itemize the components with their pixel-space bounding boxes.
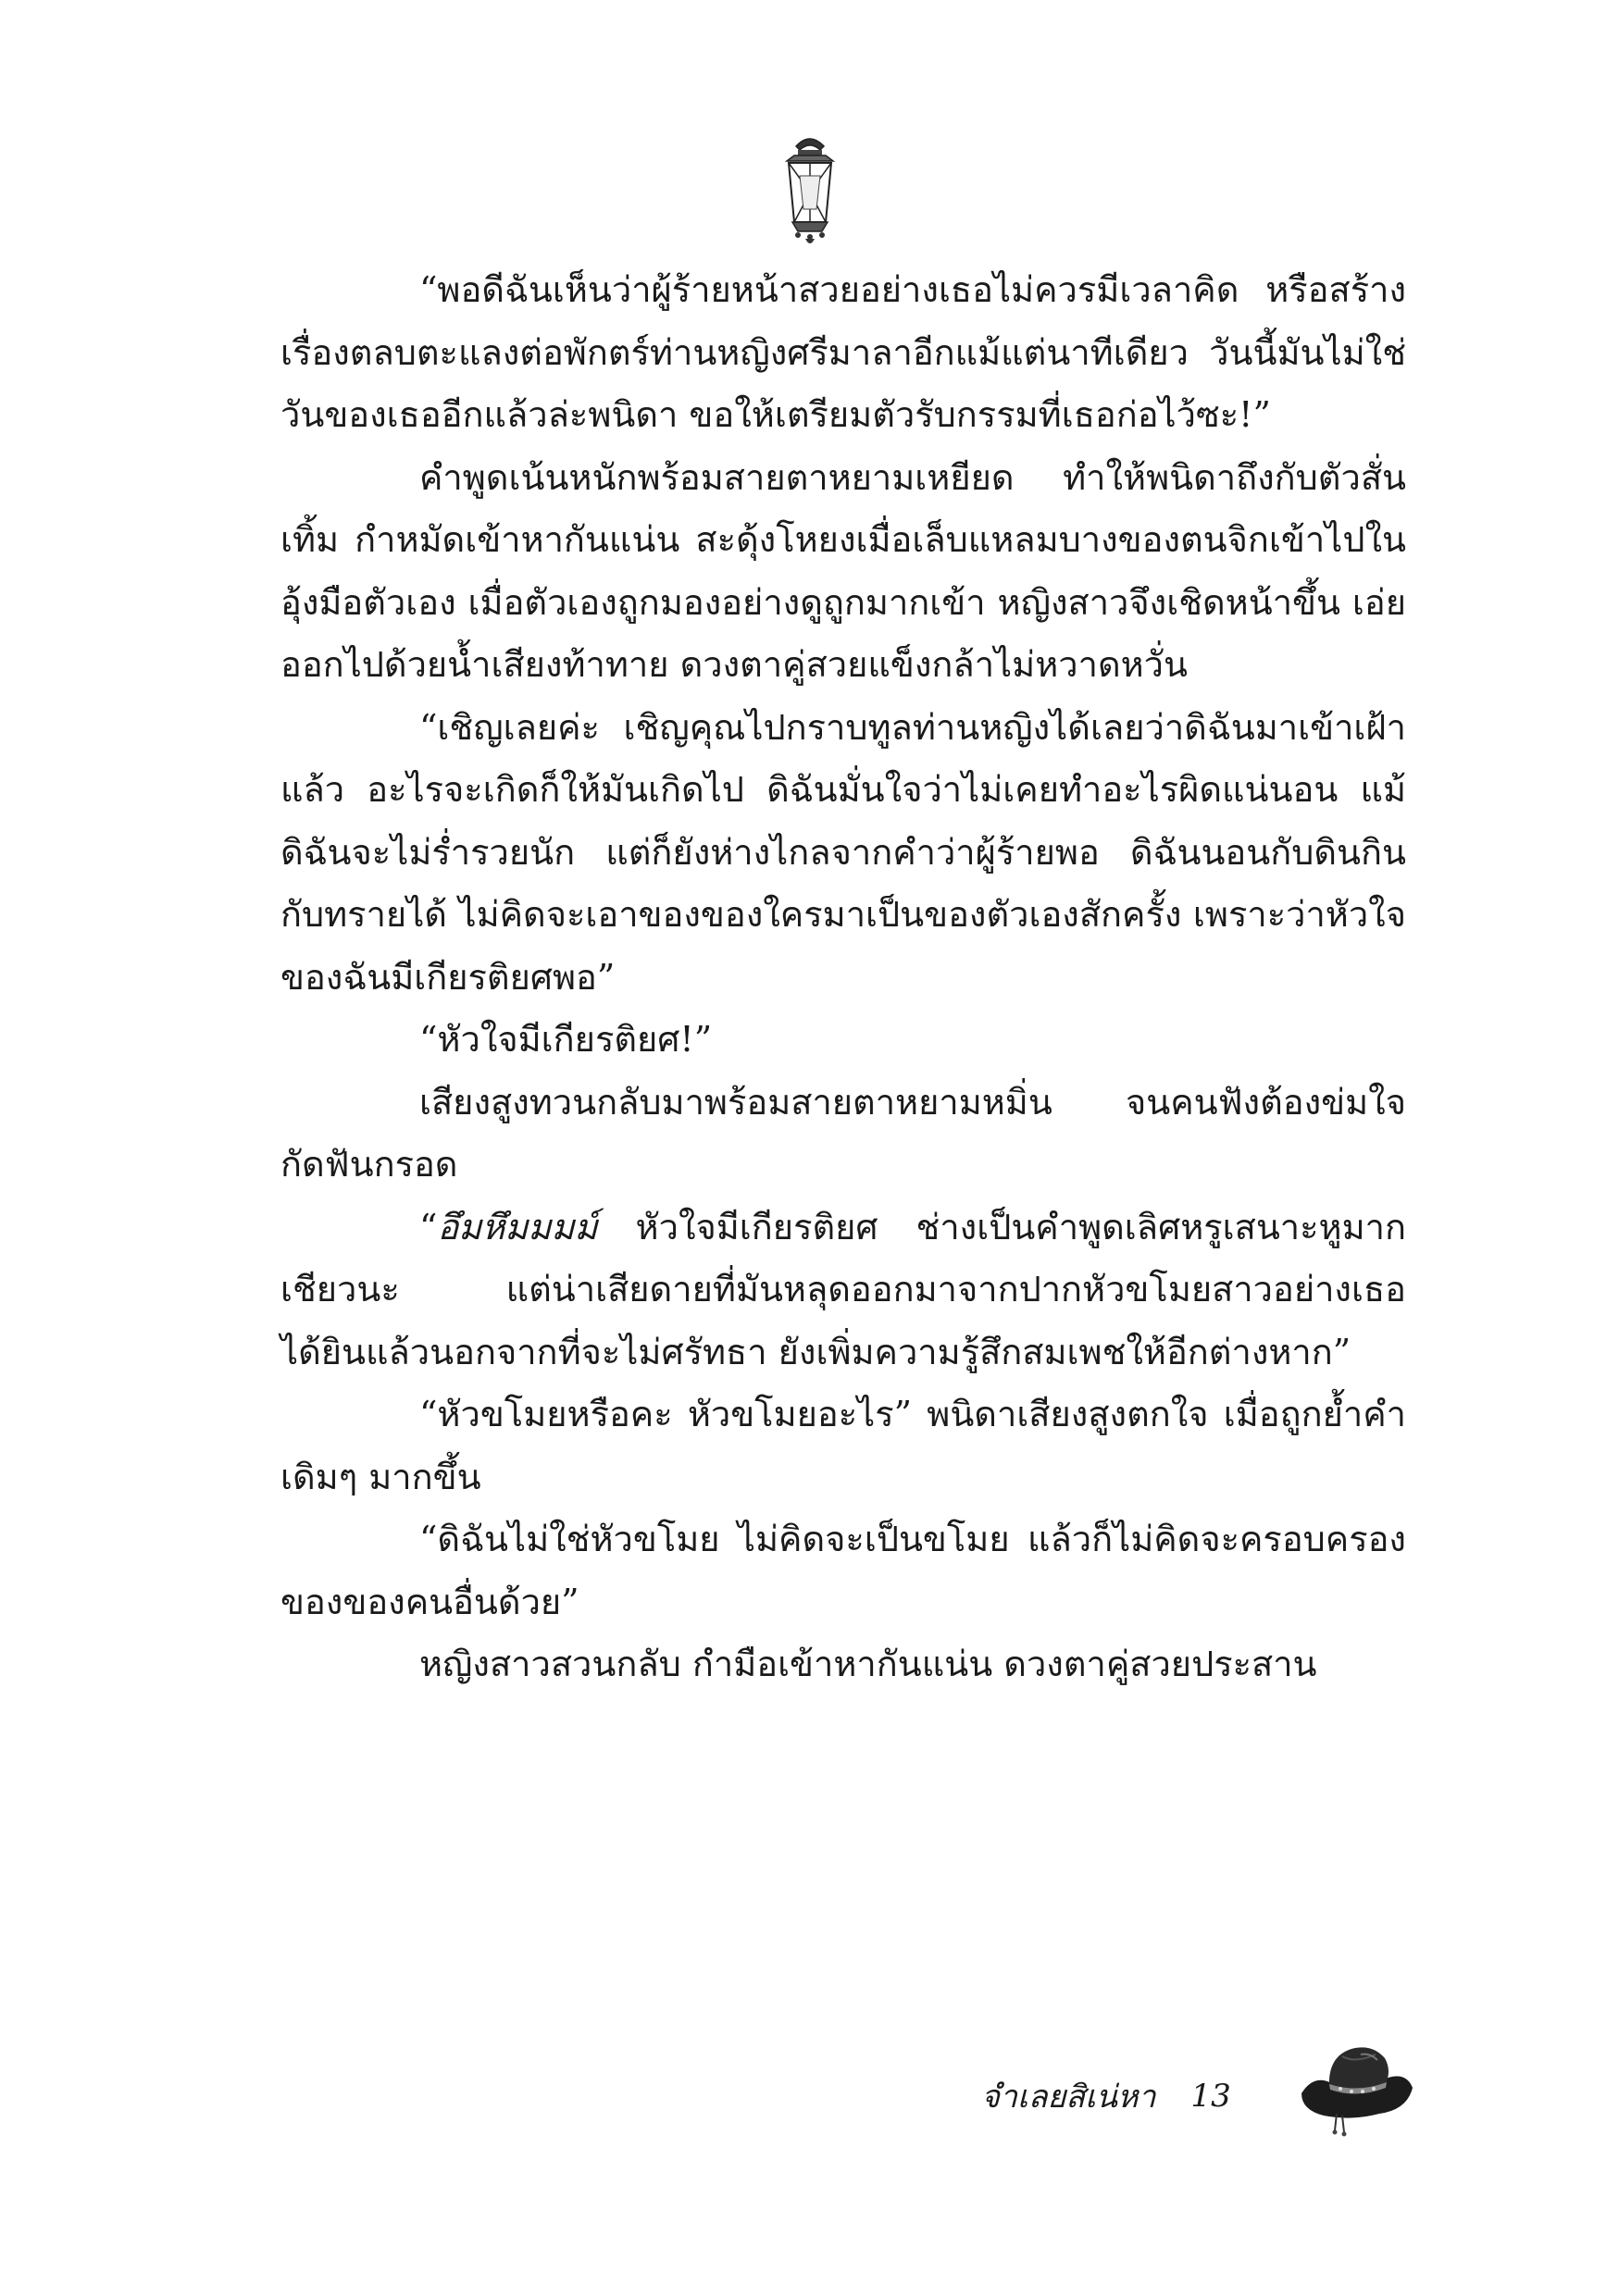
cowboy-hat-icon (1296, 2036, 1416, 2138)
open-quote: “ (419, 1206, 438, 1247)
paragraph (280, 1197, 1406, 1384)
paragraph: หญิงสาวสวนกลับ กำมือเข้าหากันแน่น ดวงตาคู่สวยประสาน (419, 1644, 1317, 1684)
page-body (280, 259, 1406, 1696)
book-title: จำเลยสิเน่หา (981, 2079, 1156, 2116)
lantern-icon (778, 130, 842, 250)
paragraph: “ดิฉันไม่ใช่หัวขโมย ไม่คิดจะเป็นขโมย แล้วก็ไม่คิดจะครอบครองของของคนอื่นด้วย” (280, 1519, 1406, 1622)
paragraph: “เชิญเลยค่ะ เชิญคุณไปกราบทูลท่านหญิงได้เลยว่าดิฉันมาเข้าเฝ้าแล้ว อะไรจะเกิดก็ให้มันเกิดไป ดิฉันมั่นใจว่าไม่เคยทำอะไรผิดแน่นอน แม้ดิฉันจะไม่ร่ำรวยนัก แต่ก็ยังห่างไกลจากคำว่าผู้ร้ายพอ ดิฉันนอนกับดินกินกับทรายได้ ไม่คิดจะเอาของของใครมาเป็นของตัวเองสักครั้ง เพราะว่าหัวใจของฉันมีเกียรติยศพอ” (280, 706, 1406, 998)
paragraph-rest: หัวใจมีเกียรติยศ ช่างเป็นคำพูดเลิศหรูเสนาะหูมากเชียวนะ แต่น่าเสียดายที่มันหลุดออกมาจากปากหัวขโมยสาวอย่างเธอ ได้ยินแล้วนอกจากที่จะไม่ศรัทธา ยังเพิ่มความรู้สึกสมเพชให้อีกต่างหาก” (280, 1206, 1406, 1372)
paragraph: เสียงสูงทวนกลับมาพร้อมสายตาหยามหมิ่น จนคนฟังต้องข่มใจกัดฟันกรอด (280, 1081, 1406, 1185)
paragraph: “หัวใจมีเกียรติยศ!” (419, 1019, 713, 1060)
page-footer (981, 2064, 1231, 2128)
page-number: 13 (1190, 2078, 1231, 2115)
paragraph: คำพูดเน้นหนักพร้อมสายตาหยามเหยียด ทำให้พนิดาถึงกับตัวสั่นเทิ้ม กำหมัดเข้าหากันแน่น สะดุ้งโหยงเมื่อเล็บแหลมบางของตนจิกเข้าไปในอุ้งมือตัวเอง เมื่อตัวเองถูกมองอย่างดูถูกมากเข้า หญิงสาวจึงเชิดหน้าขึ้น เอ่ยออกไปด้วยน้ำเสียงท้าทาย ดวงตาคู่สวยแข็งกล้าไม่หวาดหวั่น (280, 456, 1406, 685)
paragraph: “พอดีฉันเห็นว่าผู้ร้ายหน้าสวยอย่างเธอไม่ควรมีเวลาคิด หรือสร้างเรื่องตลบตะแลงต่อพักตร์ท่านหญิงศรีมาลาอีกแม้แต่นาทีเดียว วันนี้มันไม่ใช่วันของเธออีกแล้วล่ะพนิดา ขอให้เตรียมตัวรับกรรมที่เธอก่อไว้ซะ!” (280, 269, 1406, 435)
paragraph: “หัวขโมยหรือคะ หัวขโมยอะไร” พนิดาเสียงสูงตกใจ เมื่อถูกย้ำคำเดิมๆ มากขึ้น (280, 1394, 1406, 1497)
emphasized-word: อึมหึมมมม์ (437, 1206, 598, 1247)
